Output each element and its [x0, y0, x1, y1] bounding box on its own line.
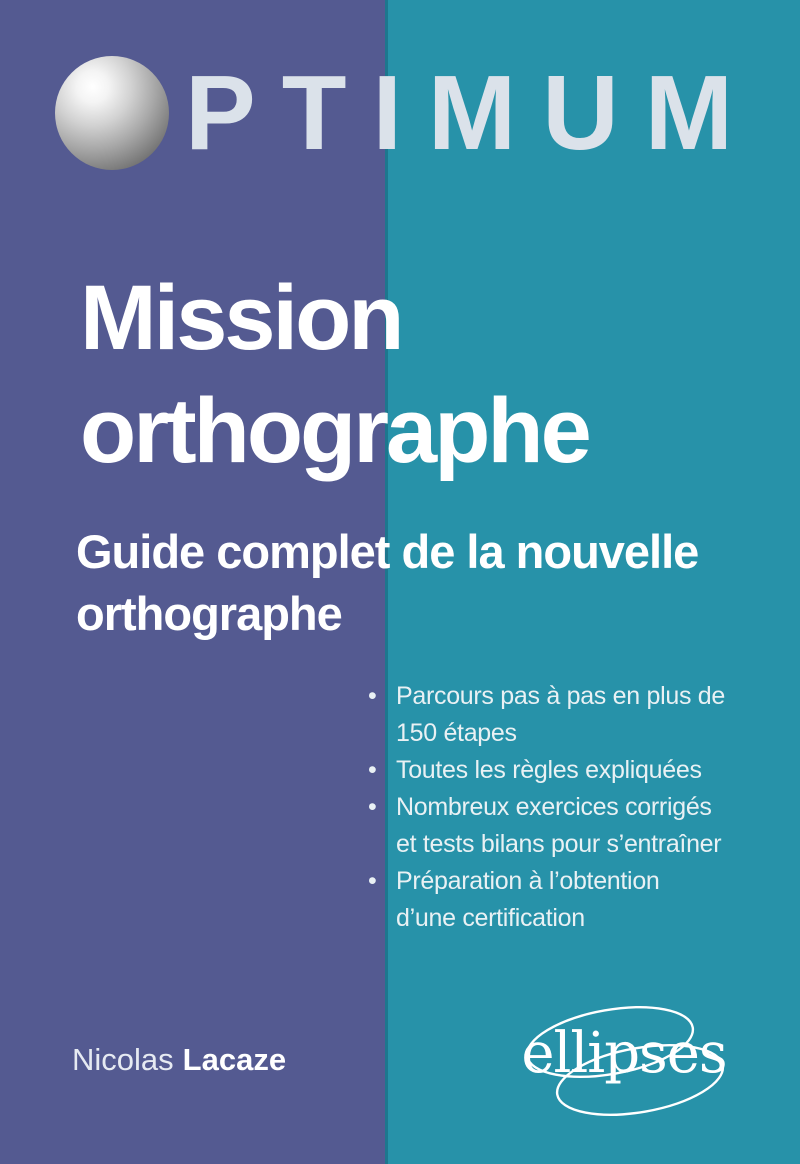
sphere-o-icon: [55, 56, 169, 170]
ellipses-logo-icon: [518, 996, 730, 1128]
bullet-line: et tests bilans pour s’entraîner: [396, 830, 722, 858]
list-item: [362, 863, 792, 937]
book-subtitle-line1: Guide complet de la nouvelle: [76, 525, 699, 578]
list-item: [362, 789, 792, 863]
book-subtitle: [76, 521, 698, 645]
collection-name: PTIMUM: [185, 54, 760, 172]
bullet-icon: •: [368, 867, 377, 895]
bullet-icon: •: [368, 682, 377, 710]
bullet-line: Toutes les règles expliquées: [396, 756, 702, 784]
bullet-icon: •: [368, 756, 377, 784]
bullet-line: 150 étapes: [396, 719, 517, 747]
bullet-line: Nombreux exercices corrigés: [396, 793, 712, 821]
book-title: [80, 262, 589, 488]
author-name: [72, 1041, 286, 1079]
book-subtitle-line2: orthographe: [76, 587, 342, 640]
list-item: [362, 752, 792, 789]
bullet-line: d’une certification: [396, 904, 585, 932]
collection-logo: [55, 56, 759, 170]
feature-list: [362, 678, 792, 937]
publisher-logo-text: ellipses: [521, 1021, 727, 1086]
bullet-icon: •: [368, 793, 377, 821]
publisher-logo: [518, 996, 730, 1128]
bullet-line: Parcours pas à pas en plus de: [396, 682, 726, 710]
book-title-line1: Mission: [80, 267, 402, 369]
author-first-name: Nicolas: [72, 1042, 174, 1077]
bullet-line: Préparation à l’obtention: [396, 867, 660, 895]
book-title-line2: orthographe: [80, 380, 589, 482]
list-item: [362, 678, 792, 752]
author-last-name: Lacaze: [182, 1042, 287, 1077]
